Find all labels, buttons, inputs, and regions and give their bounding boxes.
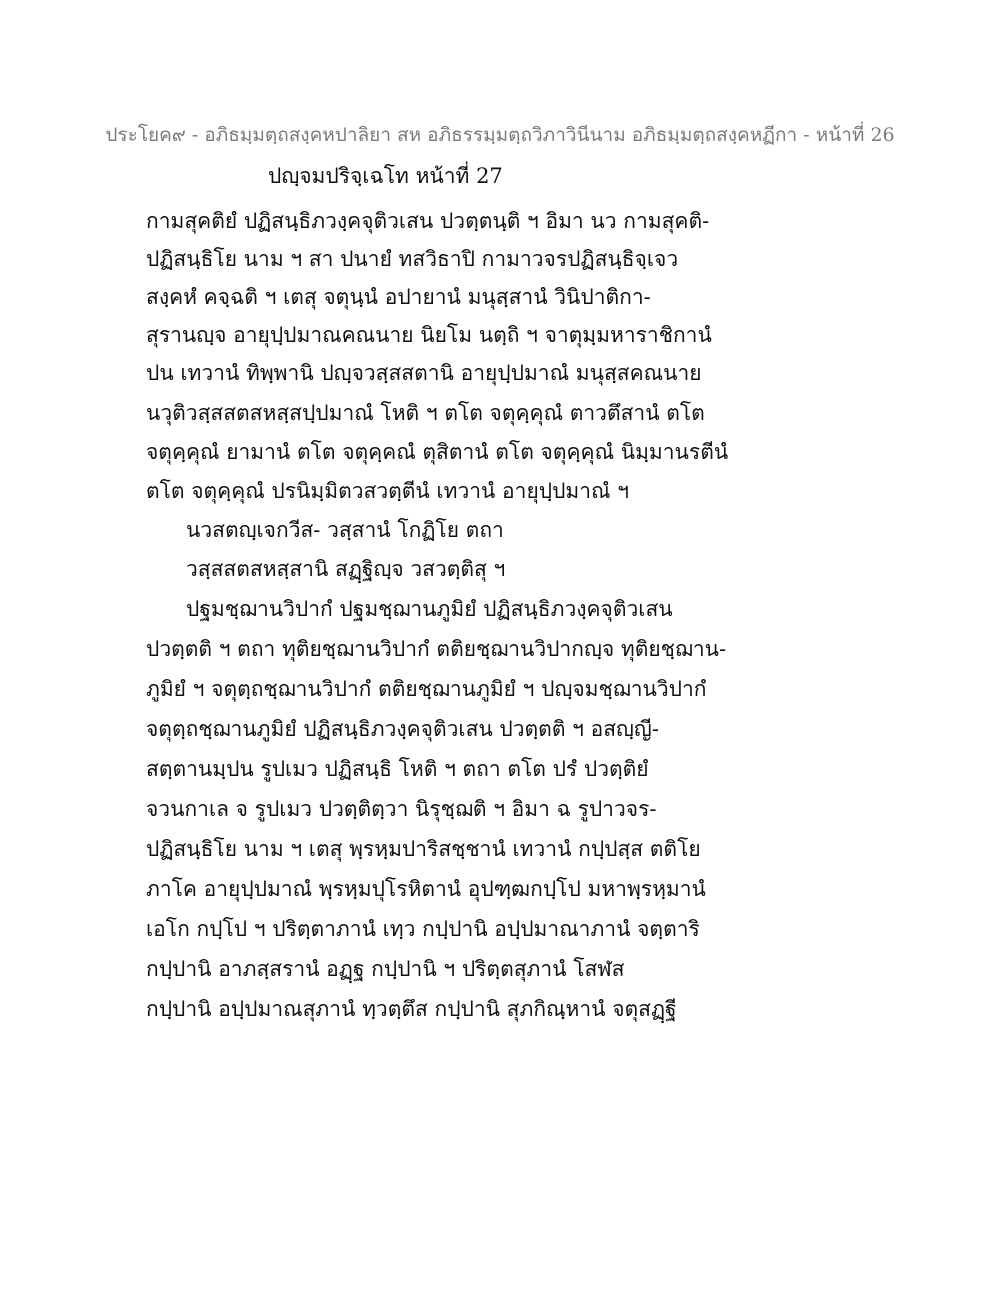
text-line: ปฏิสนฺธิโย นาม ฯ สา ปนายํ ทสวิธาปิ กามาวจรปฏิสนฺธิจฺเจว [146,247,679,271]
page-header: ประโยค๙ - อภิธมฺมตฺถสงฺคหปาลิยา สห อภิธรรมฺมตฺถวิภาวินีนาม อภิธมฺมตฺถสงฺคหฏีกา - หน้าที่ 26 [105,124,895,146]
verse-line: วสฺสสตสหสฺสานิ สฏฺฐิญฺจ วสวตฺติสุ ฯ [186,557,506,581]
chapter-heading: ปญฺจมปริจฺเฉโท หน้าที่ 27 [268,164,503,188]
text-line: ตโต จตุคฺคุณํ ปรนิมฺมิตวสวตฺตีนํ เทวานํ อายุปฺปมาณํ ฯ [146,479,630,503]
text-line: จตุตฺถชฺฌานภูมิยํ ปฏิสนฺธิภวงฺคจุติวเสน ปวตฺตติ ฯ อสญฺญี- [146,717,659,741]
text-line: ปวตฺตติ ฯ ตถา ทุติยชฺฌานวิปากํ ตติยชฺฌานวิปากญฺจ ทุติยชฺฌาน- [146,637,727,661]
paragraph-start-line: ปฐมชฺฌานวิปากํ ปฐมชฺฌานภูมิยํ ปฏิสนฺธิภวงฺคจุติวเสน [186,597,673,621]
text-line: ภูมิยํ ฯ จตุตฺถชฺฌานวิปากํ ตติยชฺฌานภูมิยํ ฯ ปญฺจมชฺฌานวิปากํ [146,677,707,701]
text-line: เอโก กปฺโป ฯ ปริตฺตาภานํ เทฺว กปฺปานิ อปฺปมาณาภานํ จตฺตาริ [146,917,700,941]
text-line: กปฺปานิ อปฺปมาณสุภานํ ทฺวตฺตึส กปฺปานิ สุภกิณฺหานํ จตุสฏฺฐี [146,997,677,1021]
text-line: กามสุคติยํ ปฏิสนฺธิภวงฺคจุติวเสน ปวตฺตนฺติ ฯ อิมา นว กามสุคติ- [146,209,710,233]
text-line: จวนกาเล จ รูปเมว ปวตฺติตฺวา นิรุชฺฌติ ฯ อิมา ฉ รูปาวจร- [146,797,657,821]
text-line: ภาโค อายุปฺปมาณํ พฺรหฺมปุโรหิตานํ อุปฑฺฒกปฺโป มหาพฺรหฺมานํ [146,877,706,901]
text-line: สตฺตานมฺปน รูปเมว ปฏิสนฺธิ โหติ ฯ ตถา ตโต ปรํ ปวตฺติยํ [146,757,649,781]
verse-line: นวสตญฺเจกวีส- วสฺสานํ โกฏิโย ตถา [186,518,504,542]
text-line: สุรานญฺจ อายุปฺปมาณคณนาย นิยโม นตฺถิ ฯ จาตุมฺมหาราชิกานํ [146,323,712,347]
text-line: จตุคฺคุณํ ยามานํ ตโต จตุคฺคณํ ตุสิตานํ ตโต จตุคฺคุณํ นิมฺมานรตีนํ [146,440,729,464]
text-line: สงฺคหํ คจฺฉติ ฯ เตสุ จตุนฺนํ อปายานํ มนุสฺสานํ วินิปาติกา- [146,285,651,309]
text-line: ปน เทวานํ ทิพฺพานิ ปญฺจวสฺสสตานิ อายุปฺปมาณํ มนุสฺสคณนาย [146,361,702,385]
text-line: นวุติวสฺสสตสหสฺสปฺปมาณํ โหติ ฯ ตโต จตุคฺคุณํ ตาวตึสานํ ตโต [146,401,705,425]
text-line: ปฏิสนฺธิโย นาม ฯ เตสุ พฺรหฺมปาริสชฺชานํ เทวานํ กปฺปสฺส ตติโย [146,837,701,861]
text-line: กปฺปานิ อาภสฺสรานํ อฏฺฐ กปฺปานิ ฯ ปริตฺตสุภานํ โสฬส [146,957,625,981]
